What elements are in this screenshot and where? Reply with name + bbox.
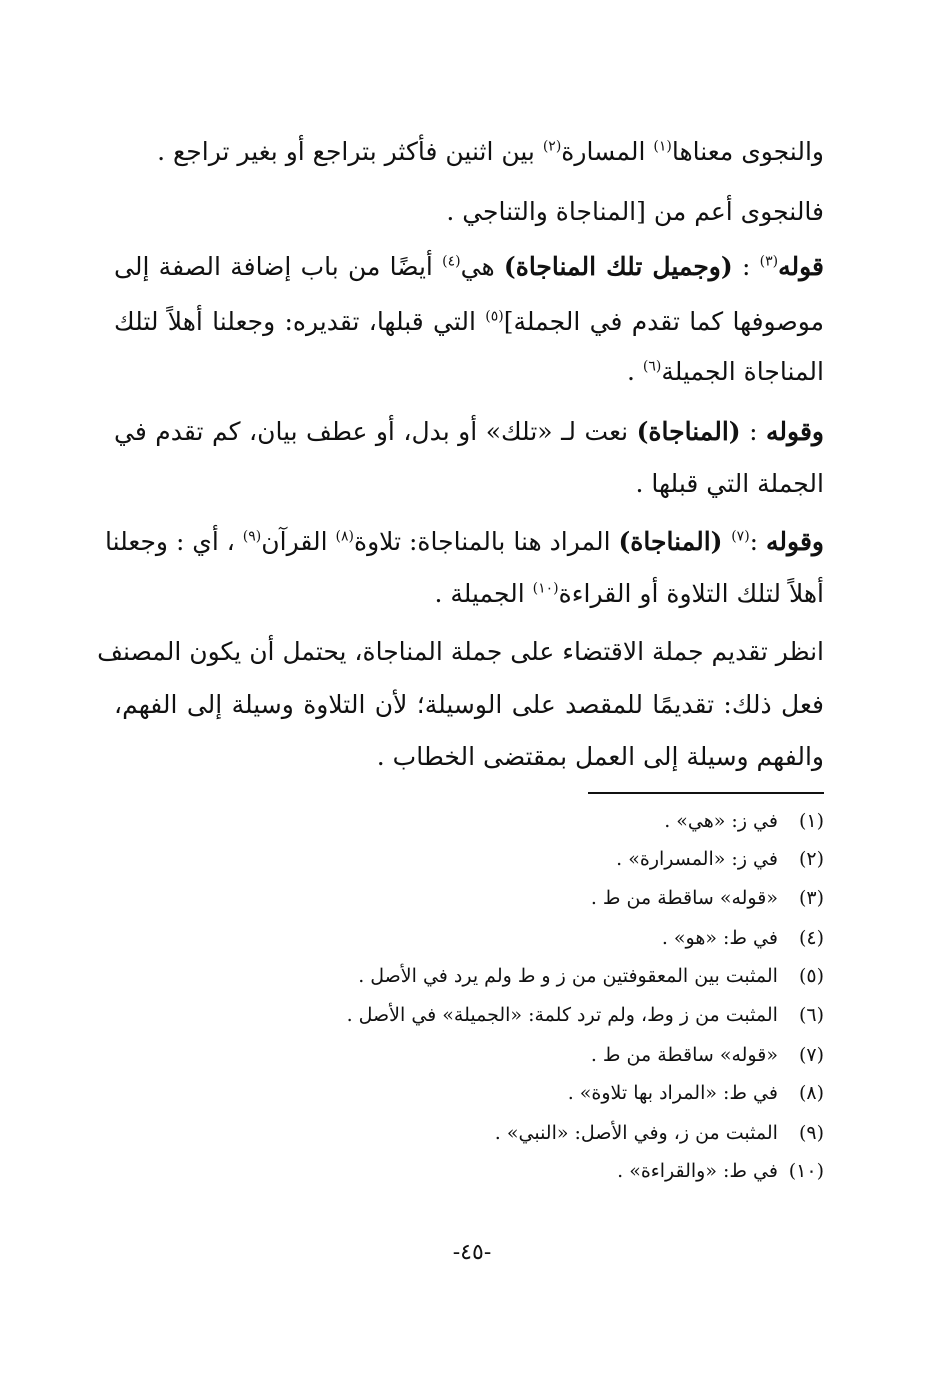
- footnote-ref[interactable]: (٢): [542, 138, 562, 155]
- text: المراد هنا بالمناجاة: تلاوة: [354, 527, 619, 556]
- body-line-10: انظر تقديم جملة الاقتضاء على جملة المناجاة، يحتمل أن يكون المصنف: [97, 637, 824, 666]
- body-line-4: [114, 305, 824, 339]
- body-line-7: الجملة التي قبلها .: [635, 469, 824, 498]
- footnote-10: [264, 1158, 824, 1184]
- footnote-6: [264, 1002, 824, 1028]
- bold-text: وقوله: [766, 417, 824, 446]
- text: المسارة: [561, 137, 654, 166]
- text: :: [732, 252, 760, 281]
- footnote-4: [264, 925, 824, 951]
- page-number: -٤٥-: [452, 1240, 492, 1265]
- footnote-number: (٢): [798, 848, 824, 870]
- text: نعت لـ «تلك» أو بدل، أو عطف بيان، كم تقدم في: [114, 417, 637, 446]
- footnote-8: [264, 1080, 824, 1106]
- text: هي: [460, 252, 504, 281]
- footnote-ref[interactable]: (١): [653, 138, 672, 155]
- footnote-text: «قوله» ساقطة من ط .: [590, 1044, 778, 1066]
- quoted-phrase: (المناجاة): [636, 417, 741, 446]
- footnote-text: المثبت من ز، وفي الأصل: «النبي» .: [494, 1122, 778, 1144]
- text: القرآن: [261, 527, 336, 556]
- text: موصوفها كما تقدم في الجملة]: [503, 307, 824, 336]
- footnote-ref[interactable]: (٤): [442, 253, 461, 270]
- text: أيضًا من باب إضافة الصفة إلى: [114, 252, 443, 281]
- footnote-1: [264, 808, 824, 834]
- footnote-3: [264, 885, 824, 911]
- footnote-text: في ط: «المراد بها تلاوة» .: [567, 1082, 778, 1104]
- bold-text: وقوله: [766, 527, 824, 556]
- footnote-text: «قوله» ساقطة من ط .: [590, 887, 778, 909]
- footnote-text: في ط: «والقراءة» .: [617, 1160, 778, 1182]
- footnote-number: (٣): [798, 887, 824, 909]
- footnote-text: في ط: «هو» .: [661, 927, 778, 949]
- footnote-ref[interactable]: (٥): [485, 308, 504, 325]
- body-line-11: فعل ذلك: تقديمًا للمقصد على الوسيلة؛ لأن التلاوة وسيلة إلى الفهم،: [114, 690, 824, 719]
- text: التي قبلها، تقديره: وجعلنا أهلاً لتلك: [114, 307, 486, 336]
- footnote-9: [264, 1120, 824, 1146]
- footnote-number: (٥): [798, 965, 824, 987]
- text: ، أي : وجعلنا: [104, 527, 243, 556]
- footnote-number: (٩): [798, 1122, 824, 1144]
- footnote-ref[interactable]: (٨): [335, 528, 354, 545]
- footnote-ref[interactable]: (١٠): [532, 580, 559, 597]
- footnote-ref[interactable]: (٩): [242, 528, 262, 545]
- footnote-2: [264, 846, 824, 872]
- text: والنجوى معناها: [671, 137, 824, 166]
- text: .: [626, 357, 643, 386]
- body-line-3: [114, 250, 824, 284]
- text: الجميلة .: [434, 579, 533, 608]
- body-line-8: [104, 525, 824, 559]
- text: المناجاة الجميلة: [661, 357, 824, 386]
- body-line-6: [114, 415, 824, 449]
- footnote-separator: [588, 792, 824, 794]
- text: بين اثنين فأكثر بتراجع أو بغير تراجع .: [157, 137, 543, 166]
- footnote-number: (٨): [798, 1082, 824, 1104]
- quoted-phrase: (المناجاة): [618, 527, 732, 556]
- body-line-12: والفهم وسيلة إلى العمل بمقتضى الخطاب .: [376, 742, 824, 771]
- footnote-number: (٧): [798, 1044, 824, 1066]
- footnote-number: (٤): [798, 927, 824, 949]
- footnote-number: (١٠): [788, 1160, 824, 1182]
- text: أهلاً لتلك التلاوة أو القراءة: [558, 579, 824, 608]
- footnote-text: في ز: «المسرارة» .: [616, 848, 778, 870]
- text: :: [749, 527, 767, 556]
- body-line-2: فالنجوى أعم من [المناجاة والتناجي .: [446, 197, 824, 226]
- text: :: [740, 417, 767, 446]
- footnote-5: [264, 963, 824, 989]
- footnote-text: المثبت من ز وط، ولم ترد كلمة: «الجميلة» في الأصل .: [346, 1004, 778, 1026]
- footnote-7: [264, 1042, 824, 1068]
- footnote-text: المثبت بين المعقوفتين من ز و ط ولم يرد في الأصل .: [358, 965, 778, 987]
- footnote-ref[interactable]: (٣): [759, 253, 779, 270]
- footnote-text: في ز: «هي» .: [664, 810, 778, 832]
- quoted-phrase: (وجميل تلك المناجاة): [503, 252, 733, 281]
- footnote-number: (١): [798, 810, 824, 832]
- body-line-5: [114, 355, 824, 389]
- body-line-1: [114, 135, 824, 169]
- footnote-ref[interactable]: (٦): [642, 358, 662, 375]
- footnote-number: (٦): [798, 1004, 824, 1026]
- footnote-ref[interactable]: (٧): [731, 528, 750, 545]
- bold-text: قوله: [778, 252, 824, 281]
- body-line-9: [114, 577, 824, 611]
